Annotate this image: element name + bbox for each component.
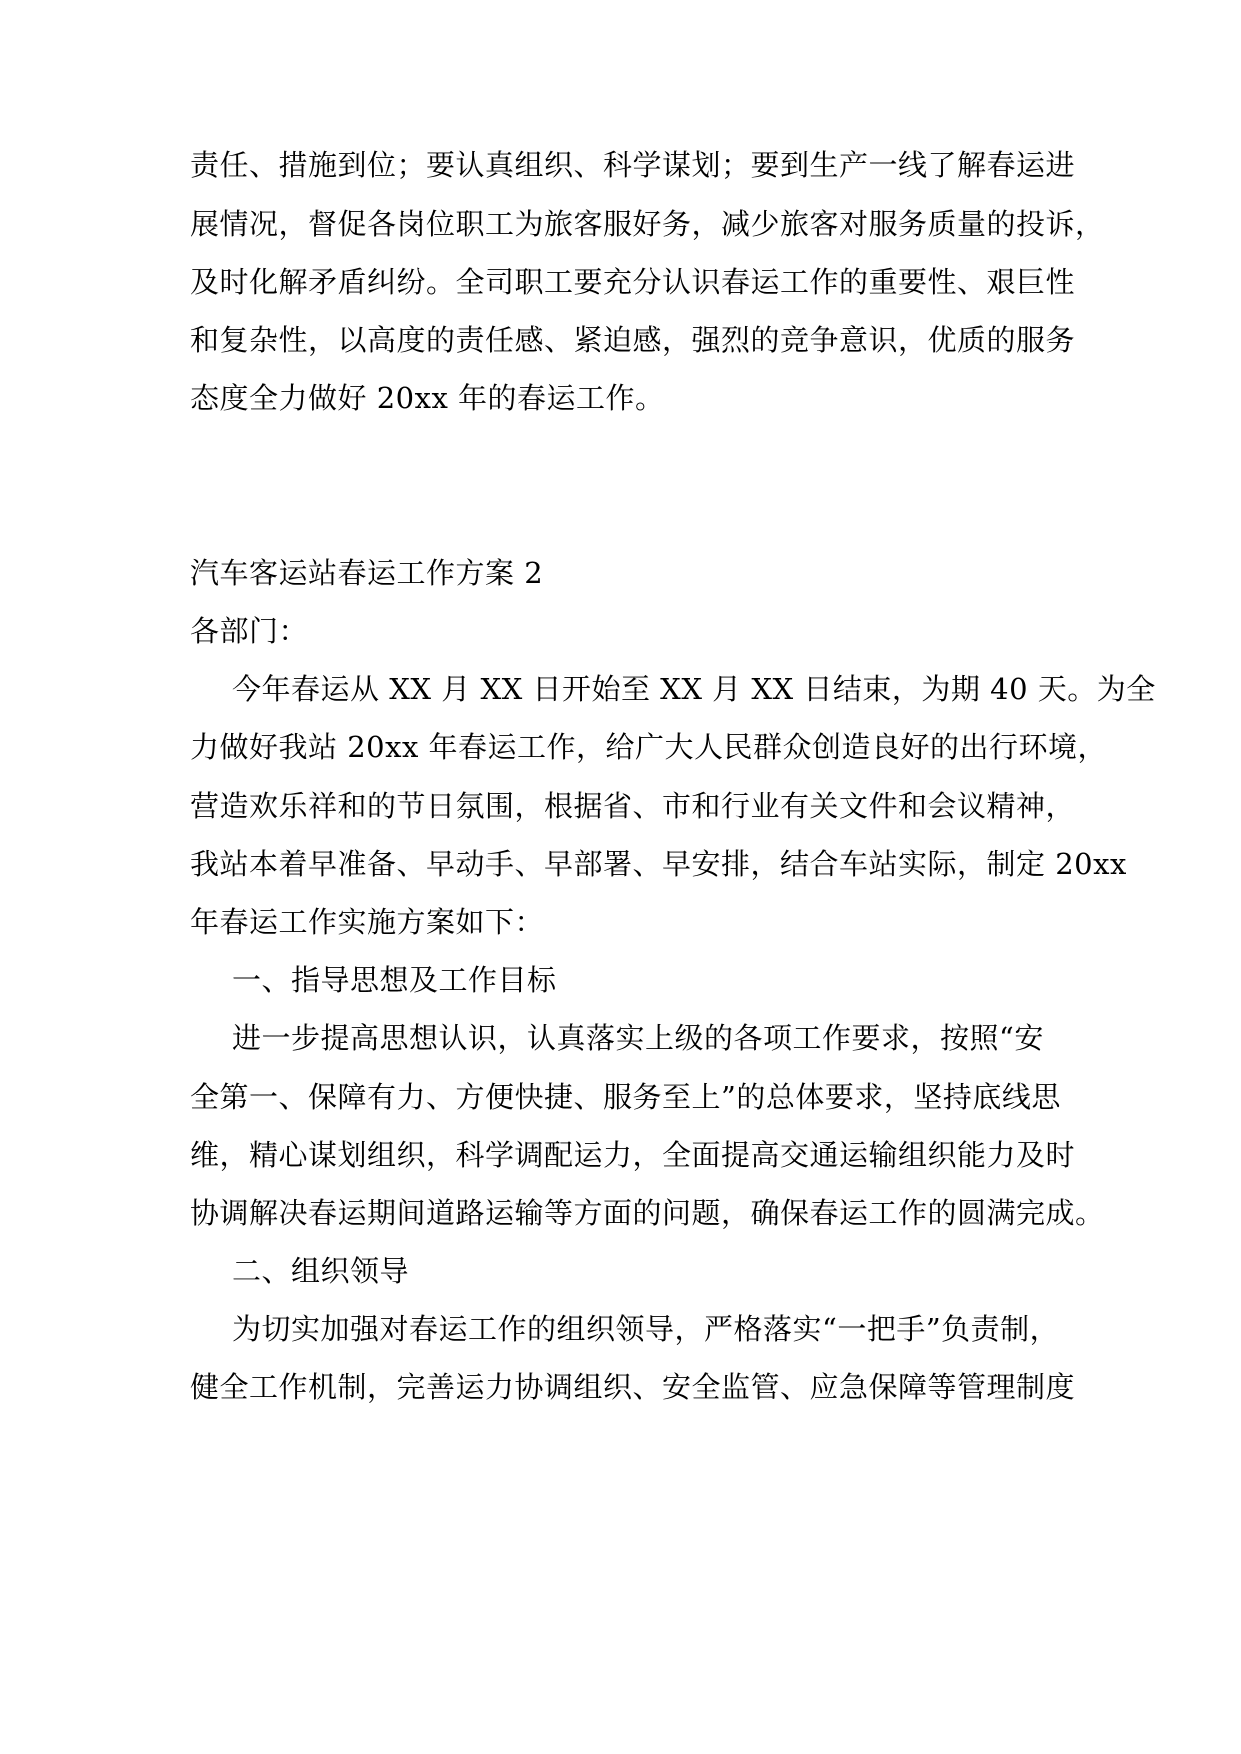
paragraph-line: 全第一、保障有力、方便快捷、服务至上”的总体要求，坚持底线思 — [190, 1080, 1061, 1114]
paragraph-line: 力做好我站 20xx 年春运工作，给广大人民群众创造良好的出行环境， — [190, 730, 1108, 764]
paragraph-line: 和复杂性，以高度的责任感、紧迫感，强烈的竞争意识，优质的服务 — [190, 323, 1076, 357]
section-heading: 二、组织领导 — [232, 1254, 410, 1288]
section-title: 汽车客运站春运工作方案 2 — [190, 556, 544, 590]
paragraph-line: 为切实加强对春运工作的组织领导，严格落实“一把手”负责制， — [232, 1312, 1060, 1346]
paragraph-line: 年春运工作实施方案如下： — [190, 905, 545, 939]
salutation: 各部门： — [190, 614, 309, 648]
paragraph-line: 态度全力做好 20xx 年的春运工作。 — [190, 381, 665, 415]
paragraph-line: 进一步提高思想认识，认真落实上级的各项工作要求，按照“安 — [232, 1021, 1044, 1055]
paragraph-line: 今年春运从 XX 月 XX 日开始至 XX 月 XX 日结束，为期 40 天。为全 — [232, 672, 1156, 706]
paragraph-line: 责任、措施到位；要认真组织、科学谋划；要到生产一线了解春运进 — [190, 148, 1076, 182]
paragraph-line: 及时化解矛盾纠纷。全司职工要充分认识春运工作的重要性、艰巨性 — [190, 265, 1076, 299]
paragraph-line: 健全工作机制，完善运力协调组织、安全监管、应急保障等管理制度 — [190, 1370, 1076, 1404]
section-heading: 一、指导思想及工作目标 — [232, 963, 557, 997]
paragraph-line: 营造欢乐祥和的节日氛围，根据省、市和行业有关文件和会议精神， — [190, 789, 1076, 823]
paragraph-line: 协调解决春运期间道路运输等方面的问题，确保春运工作的圆满完成。 — [190, 1196, 1105, 1230]
paragraph-line: 我站本着早准备、早动手、早部署、早安排，结合车站实际，制定 20xx — [190, 847, 1127, 881]
paragraph-line: 维，精心谋划组织，科学调配运力，全面提高交通运输组织能力及时 — [190, 1138, 1076, 1172]
paragraph-line: 展情况，督促各岗位职工为旅客服好务，减少旅客对服务质量的投诉， — [190, 207, 1105, 241]
